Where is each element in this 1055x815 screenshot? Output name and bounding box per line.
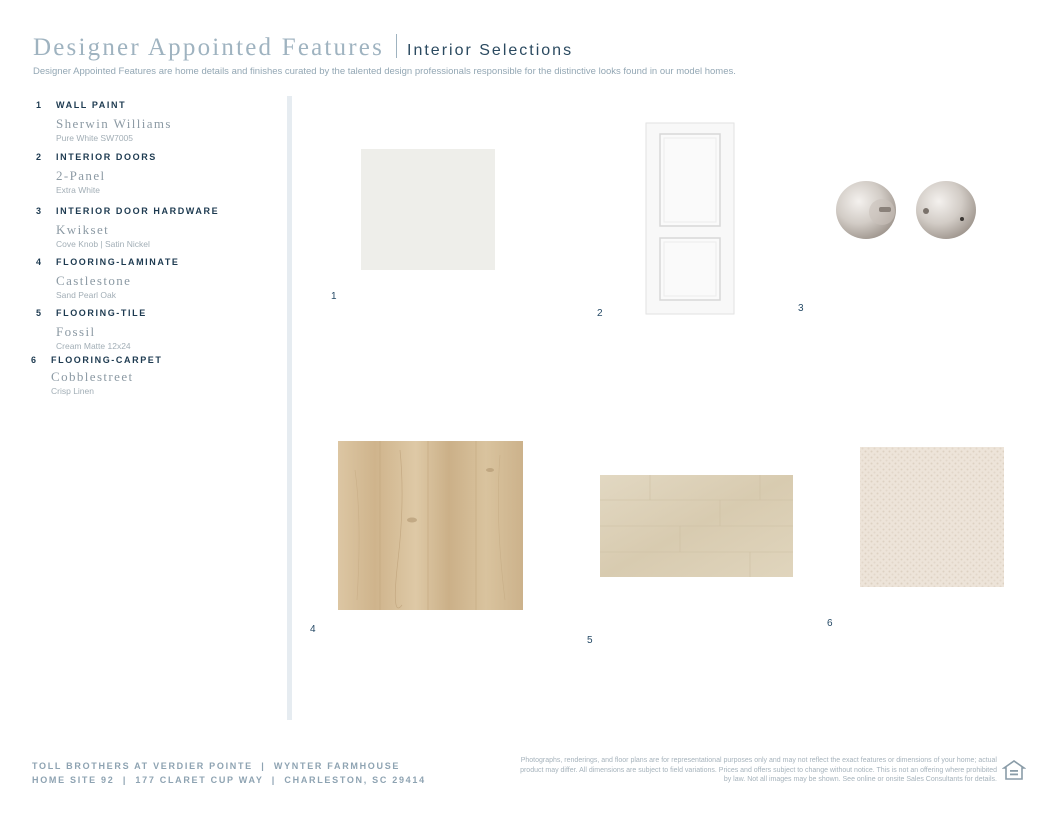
feature-number: 3 (36, 206, 43, 216)
feature-brand: Castlestone (56, 273, 132, 288)
intro-text: Designer Appointed Features are home details and finishes curated by the talented design professionals responsible for the distinctive looks found in our model homes. (33, 66, 736, 77)
tile-image (600, 475, 793, 577)
laminate-image (338, 441, 523, 610)
footer-line-1: TOLL BROTHERS AT VERDIER POINTE | WYNTER FARMHOUSE (32, 761, 401, 771)
feature-brand: Fossil (56, 324, 96, 339)
swatch-number-1: 1 (331, 291, 337, 302)
door-image (646, 123, 734, 314)
feature-brand: Sherwin Williams (56, 116, 172, 131)
feature-brand: Cobblestreet (51, 369, 134, 384)
swatch-number-4: 4 (310, 624, 316, 635)
footer-address (32, 759, 426, 787)
page-subtitle: Interior Selections (407, 42, 574, 59)
feature-detail: Pure White SW7005 (56, 133, 134, 143)
feature-detail: Cream Matte 12x24 (56, 341, 131, 351)
swatch-number-3: 3 (798, 303, 804, 314)
feature-heading-label: INTERIOR DOORS (56, 152, 157, 162)
footer-disclaimer: Photographs, renderings, and floor plans are for representational purposes only and may not reflect the exact features or dimensions of your home; actual product may differ. All dimensions are subject to field variations. Prices and offers subject to change without notice. This is not an offering where prohibited by law. Not all images may be shown. See online or onsite Sales Consultants for details. (520, 757, 997, 783)
feature-number: 1 (36, 100, 43, 110)
swatch-number-6: 6 (827, 618, 833, 629)
feature-heading-label: FLOORING-CARPET (51, 355, 163, 365)
feature-heading-label: FLOORING-TILE (56, 308, 147, 318)
carpet-image (860, 447, 1004, 587)
equal-housing-icon (1002, 758, 1026, 782)
feature-brand: 2-Panel (56, 168, 106, 183)
feature-detail: Sand Pearl Oak (56, 290, 117, 300)
feature-brand: Kwikset (56, 222, 110, 237)
swatch-number-5: 5 (587, 635, 593, 646)
footer-line-2: HOME SITE 92 | 177 CLARET CUP WAY | CHARLESTON, SC 29414 (32, 775, 426, 785)
feature-detail: Crisp Linen (51, 386, 94, 396)
feature-number: 2 (36, 152, 43, 162)
page-title: Designer Appointed Features (33, 34, 385, 61)
feature-number: 6 (31, 355, 38, 365)
feature-heading-label: INTERIOR DOOR HARDWARE (56, 206, 220, 216)
swatch-number-2: 2 (597, 308, 603, 319)
feature-number: 5 (36, 308, 43, 318)
paint-swatch-image (361, 149, 495, 270)
feature-number: 4 (36, 257, 43, 267)
feature-heading-label: FLOORING-LAMINATE (56, 257, 180, 267)
feature-detail: Extra White (56, 185, 100, 195)
feature-detail: Cove Knob | Satin Nickel (56, 239, 150, 249)
door-knob-image (836, 181, 976, 239)
feature-heading-label: WALL PAINT (56, 100, 127, 110)
